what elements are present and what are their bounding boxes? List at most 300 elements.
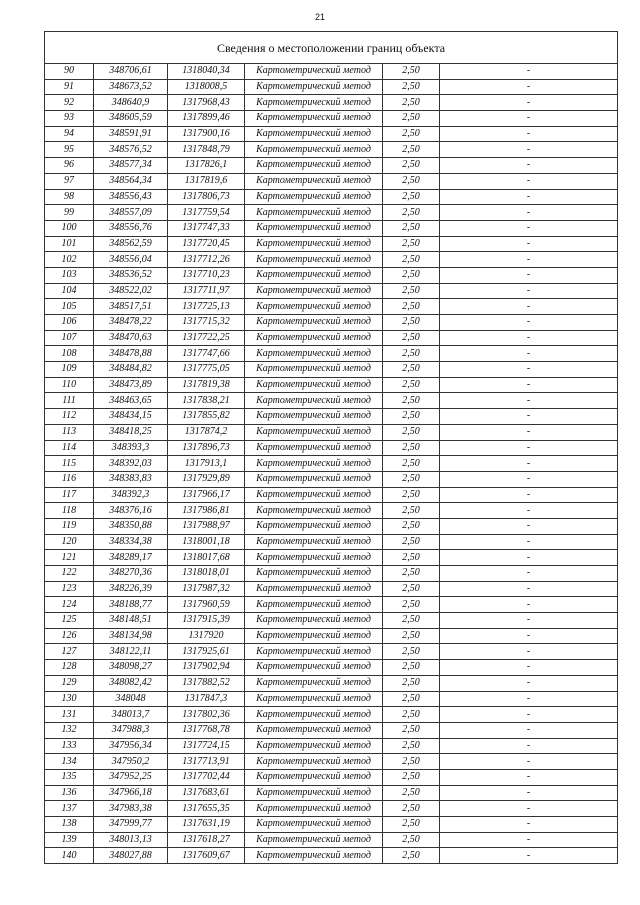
point-number-cell: 112 <box>45 409 94 425</box>
y-coordinate-cell: 1318018,01 <box>168 566 245 582</box>
table-body <box>45 64 618 864</box>
accuracy-cell: 2,50 <box>383 566 440 582</box>
table-row <box>45 205 618 221</box>
y-coordinate-cell: 1317847,3 <box>168 691 245 707</box>
method-cell: Картометрический метод <box>245 660 383 676</box>
table-row <box>45 111 618 127</box>
y-coordinate-cell: 1317712,26 <box>168 252 245 268</box>
accuracy-cell: 2,50 <box>383 597 440 613</box>
x-coordinate-cell: 347983,38 <box>94 801 168 817</box>
x-coordinate-cell: 348393,3 <box>94 440 168 456</box>
table-row <box>45 79 618 95</box>
table-row <box>45 628 618 644</box>
point-number-cell: 135 <box>45 769 94 785</box>
description-cell: - <box>440 267 618 283</box>
point-number-cell: 100 <box>45 220 94 236</box>
page-number: 21 <box>314 12 325 22</box>
y-coordinate-cell: 1317711,97 <box>168 283 245 299</box>
method-cell: Картометрический метод <box>245 691 383 707</box>
method-cell: Картометрический метод <box>245 330 383 346</box>
description-cell: - <box>440 95 618 111</box>
table-title: Сведения о местоположении границ объекта <box>45 32 618 64</box>
table-row <box>45 440 618 456</box>
method-cell: Картометрический метод <box>245 64 383 80</box>
point-number-cell: 134 <box>45 754 94 770</box>
y-coordinate-cell: 1317968,43 <box>168 95 245 111</box>
method-cell: Картометрический метод <box>245 205 383 221</box>
point-number-cell: 107 <box>45 330 94 346</box>
method-cell: Картометрический метод <box>245 283 383 299</box>
table-row <box>45 424 618 440</box>
x-coordinate-cell: 348392,3 <box>94 487 168 503</box>
description-cell: - <box>440 785 618 801</box>
y-coordinate-cell: 1317710,23 <box>168 267 245 283</box>
method-cell: Картометрический метод <box>245 393 383 409</box>
point-number-cell: 117 <box>45 487 94 503</box>
table-row <box>45 126 618 142</box>
x-coordinate-cell: 348484,82 <box>94 362 168 378</box>
accuracy-cell: 2,50 <box>383 769 440 785</box>
description-cell: - <box>440 801 618 817</box>
point-number-cell: 104 <box>45 283 94 299</box>
x-coordinate-cell: 348640,9 <box>94 95 168 111</box>
y-coordinate-cell: 1318001,18 <box>168 534 245 550</box>
description-cell: - <box>440 456 618 472</box>
accuracy-cell: 2,50 <box>383 832 440 848</box>
accuracy-cell: 2,50 <box>383 362 440 378</box>
accuracy-cell: 2,50 <box>383 158 440 174</box>
table-row <box>45 675 618 691</box>
y-coordinate-cell: 1317683,61 <box>168 785 245 801</box>
method-cell: Картометрический метод <box>245 769 383 785</box>
y-coordinate-cell: 1317988,97 <box>168 518 245 534</box>
x-coordinate-cell: 348522,02 <box>94 283 168 299</box>
accuracy-cell: 2,50 <box>383 754 440 770</box>
accuracy-cell: 2,50 <box>383 534 440 550</box>
y-coordinate-cell: 1317655,35 <box>168 801 245 817</box>
description-cell: - <box>440 283 618 299</box>
x-coordinate-cell: 348556,43 <box>94 189 168 205</box>
description-cell: - <box>440 817 618 833</box>
table-row <box>45 832 618 848</box>
description-cell: - <box>440 252 618 268</box>
description-cell: - <box>440 581 618 597</box>
table-row <box>45 722 618 738</box>
table-row <box>45 597 618 613</box>
y-coordinate-cell: 1317848,79 <box>168 142 245 158</box>
table-row <box>45 95 618 111</box>
description-cell: - <box>440 362 618 378</box>
method-cell: Картометрический метод <box>245 675 383 691</box>
method-cell: Картометрический метод <box>245 158 383 174</box>
method-cell: Картометрический метод <box>245 95 383 111</box>
accuracy-cell: 2,50 <box>383 267 440 283</box>
accuracy-cell: 2,50 <box>383 707 440 723</box>
y-coordinate-cell: 1317609,67 <box>168 848 245 864</box>
method-cell: Картометрический метод <box>245 848 383 864</box>
y-coordinate-cell: 1317724,15 <box>168 738 245 754</box>
table-row <box>45 346 618 362</box>
point-number-cell: 119 <box>45 518 94 534</box>
point-number-cell: 105 <box>45 299 94 315</box>
description-cell: - <box>440 377 618 393</box>
x-coordinate-cell: 348557,09 <box>94 205 168 221</box>
x-coordinate-cell: 348576,52 <box>94 142 168 158</box>
y-coordinate-cell: 1317747,33 <box>168 220 245 236</box>
description-cell: - <box>440 722 618 738</box>
accuracy-cell: 2,50 <box>383 675 440 691</box>
y-coordinate-cell: 1317702,44 <box>168 769 245 785</box>
x-coordinate-cell: 347956,34 <box>94 738 168 754</box>
method-cell: Картометрический метод <box>245 79 383 95</box>
point-number-cell: 115 <box>45 456 94 472</box>
y-coordinate-cell: 1317896,73 <box>168 440 245 456</box>
y-coordinate-cell: 1317775,05 <box>168 362 245 378</box>
method-cell: Картометрический метод <box>245 628 383 644</box>
x-coordinate-cell: 348605,59 <box>94 111 168 127</box>
accuracy-cell: 2,50 <box>383 142 440 158</box>
accuracy-cell: 2,50 <box>383 456 440 472</box>
table-row <box>45 409 618 425</box>
description-cell: - <box>440 832 618 848</box>
point-number-cell: 99 <box>45 205 94 221</box>
description-cell: - <box>440 550 618 566</box>
method-cell: Картометрический метод <box>245 832 383 848</box>
point-number-cell: 113 <box>45 424 94 440</box>
method-cell: Картометрический метод <box>245 722 383 738</box>
accuracy-cell: 2,50 <box>383 471 440 487</box>
x-coordinate-cell: 348122,11 <box>94 644 168 660</box>
accuracy-cell: 2,50 <box>383 738 440 754</box>
point-number-cell: 116 <box>45 471 94 487</box>
description-cell: - <box>440 189 618 205</box>
method-cell: Картометрический метод <box>245 377 383 393</box>
point-number-cell: 93 <box>45 111 94 127</box>
y-coordinate-cell: 1317826,1 <box>168 158 245 174</box>
table-row <box>45 613 618 629</box>
x-coordinate-cell: 348473,89 <box>94 377 168 393</box>
table-row <box>45 189 618 205</box>
method-cell: Картометрический метод <box>245 754 383 770</box>
table-row <box>45 691 618 707</box>
accuracy-cell: 2,50 <box>383 79 440 95</box>
description-cell: - <box>440 628 618 644</box>
x-coordinate-cell: 348270,36 <box>94 566 168 582</box>
method-cell: Картометрический метод <box>245 189 383 205</box>
x-coordinate-cell: 348434,15 <box>94 409 168 425</box>
description-cell: - <box>440 409 618 425</box>
accuracy-cell: 2,50 <box>383 393 440 409</box>
table-row <box>45 660 618 676</box>
x-coordinate-cell: 348289,17 <box>94 550 168 566</box>
y-coordinate-cell: 1317902,94 <box>168 660 245 676</box>
description-cell: - <box>440 440 618 456</box>
x-coordinate-cell: 347999,77 <box>94 817 168 833</box>
accuracy-cell: 2,50 <box>383 487 440 503</box>
method-cell: Картометрический метод <box>245 534 383 550</box>
y-coordinate-cell: 1317920 <box>168 628 245 644</box>
table-row <box>45 315 618 331</box>
description-cell: - <box>440 424 618 440</box>
method-cell: Картометрический метод <box>245 440 383 456</box>
description-cell: - <box>440 503 618 519</box>
table-row <box>45 817 618 833</box>
x-coordinate-cell: 348350,88 <box>94 518 168 534</box>
description-cell: - <box>440 220 618 236</box>
accuracy-cell: 2,50 <box>383 691 440 707</box>
y-coordinate-cell: 1317631,19 <box>168 817 245 833</box>
point-number-cell: 118 <box>45 503 94 519</box>
table-title-row <box>45 32 618 64</box>
accuracy-cell: 2,50 <box>383 785 440 801</box>
description-cell: - <box>440 848 618 864</box>
x-coordinate-cell: 348013,7 <box>94 707 168 723</box>
x-coordinate-cell: 348027,88 <box>94 848 168 864</box>
table-row <box>45 707 618 723</box>
y-coordinate-cell: 1317747,66 <box>168 346 245 362</box>
point-number-cell: 121 <box>45 550 94 566</box>
table-row <box>45 330 618 346</box>
x-coordinate-cell: 347952,25 <box>94 769 168 785</box>
accuracy-cell: 2,50 <box>383 628 440 644</box>
x-coordinate-cell: 348673,52 <box>94 79 168 95</box>
point-number-cell: 128 <box>45 660 94 676</box>
point-number-cell: 140 <box>45 848 94 864</box>
y-coordinate-cell: 1317987,32 <box>168 581 245 597</box>
x-coordinate-cell: 348148,51 <box>94 613 168 629</box>
x-coordinate-cell: 348082,42 <box>94 675 168 691</box>
table-row <box>45 644 618 660</box>
accuracy-cell: 2,50 <box>383 315 440 331</box>
description-cell: - <box>440 64 618 80</box>
point-number-cell: 97 <box>45 173 94 189</box>
table-row <box>45 393 618 409</box>
description-cell: - <box>440 738 618 754</box>
description-cell: - <box>440 330 618 346</box>
method-cell: Картометрический метод <box>245 785 383 801</box>
accuracy-cell: 2,50 <box>383 252 440 268</box>
y-coordinate-cell: 1317715,32 <box>168 315 245 331</box>
point-number-cell: 95 <box>45 142 94 158</box>
accuracy-cell: 2,50 <box>383 817 440 833</box>
table-row <box>45 801 618 817</box>
y-coordinate-cell: 1317913,1 <box>168 456 245 472</box>
y-coordinate-cell: 1317618,27 <box>168 832 245 848</box>
point-number-cell: 92 <box>45 95 94 111</box>
accuracy-cell: 2,50 <box>383 722 440 738</box>
point-number-cell: 102 <box>45 252 94 268</box>
point-number-cell: 123 <box>45 581 94 597</box>
description-cell: - <box>440 518 618 534</box>
y-coordinate-cell: 1317802,36 <box>168 707 245 723</box>
description-cell: - <box>440 236 618 252</box>
point-number-cell: 125 <box>45 613 94 629</box>
accuracy-cell: 2,50 <box>383 330 440 346</box>
method-cell: Картометрический метод <box>245 142 383 158</box>
point-number-cell: 126 <box>45 628 94 644</box>
accuracy-cell: 2,50 <box>383 644 440 660</box>
x-coordinate-cell: 348376,16 <box>94 503 168 519</box>
table-row <box>45 267 618 283</box>
x-coordinate-cell: 348562,59 <box>94 236 168 252</box>
point-number-cell: 132 <box>45 722 94 738</box>
point-number-cell: 136 <box>45 785 94 801</box>
point-number-cell: 94 <box>45 126 94 142</box>
table-row <box>45 252 618 268</box>
y-coordinate-cell: 1317819,38 <box>168 377 245 393</box>
y-coordinate-cell: 1317882,52 <box>168 675 245 691</box>
x-coordinate-cell: 348048 <box>94 691 168 707</box>
point-number-cell: 110 <box>45 377 94 393</box>
x-coordinate-cell: 348564,34 <box>94 173 168 189</box>
x-coordinate-cell: 348418,25 <box>94 424 168 440</box>
y-coordinate-cell: 1317720,45 <box>168 236 245 252</box>
method-cell: Картометрический метод <box>245 581 383 597</box>
y-coordinate-cell: 1317900,16 <box>168 126 245 142</box>
x-coordinate-cell: 348706,61 <box>94 64 168 80</box>
x-coordinate-cell: 348556,04 <box>94 252 168 268</box>
y-coordinate-cell: 1317806,73 <box>168 189 245 205</box>
accuracy-cell: 2,50 <box>383 220 440 236</box>
description-cell: - <box>440 487 618 503</box>
accuracy-cell: 2,50 <box>383 409 440 425</box>
x-coordinate-cell: 348392,03 <box>94 456 168 472</box>
method-cell: Картометрический метод <box>245 236 383 252</box>
table-row <box>45 142 618 158</box>
accuracy-cell: 2,50 <box>383 283 440 299</box>
table-row <box>45 566 618 582</box>
table-row <box>45 64 618 80</box>
table-row <box>45 236 618 252</box>
table-row <box>45 283 618 299</box>
x-coordinate-cell: 348591,91 <box>94 126 168 142</box>
y-coordinate-cell: 1317722,25 <box>168 330 245 346</box>
method-cell: Картометрический метод <box>245 424 383 440</box>
method-cell: Картометрический метод <box>245 503 383 519</box>
x-coordinate-cell: 348478,88 <box>94 346 168 362</box>
y-coordinate-cell: 1317966,17 <box>168 487 245 503</box>
description-cell: - <box>440 205 618 221</box>
description-cell: - <box>440 769 618 785</box>
x-coordinate-cell: 348517,51 <box>94 299 168 315</box>
point-number-cell: 127 <box>45 644 94 660</box>
method-cell: Картометрический метод <box>245 644 383 660</box>
method-cell: Картометрический метод <box>245 566 383 582</box>
method-cell: Картометрический метод <box>245 409 383 425</box>
point-number-cell: 139 <box>45 832 94 848</box>
point-number-cell: 114 <box>45 440 94 456</box>
x-coordinate-cell: 348188,77 <box>94 597 168 613</box>
point-number-cell: 130 <box>45 691 94 707</box>
accuracy-cell: 2,50 <box>383 518 440 534</box>
x-coordinate-cell: 347966,18 <box>94 785 168 801</box>
accuracy-cell: 2,50 <box>383 205 440 221</box>
y-coordinate-cell: 1317915,39 <box>168 613 245 629</box>
accuracy-cell: 2,50 <box>383 126 440 142</box>
description-cell: - <box>440 566 618 582</box>
description-cell: - <box>440 346 618 362</box>
point-number-cell: 103 <box>45 267 94 283</box>
y-coordinate-cell: 1317838,21 <box>168 393 245 409</box>
y-coordinate-cell: 1317899,46 <box>168 111 245 127</box>
table-row <box>45 754 618 770</box>
method-cell: Картометрический метод <box>245 707 383 723</box>
method-cell: Картометрический метод <box>245 126 383 142</box>
point-number-cell: 111 <box>45 393 94 409</box>
point-number-cell: 96 <box>45 158 94 174</box>
method-cell: Картометрический метод <box>245 817 383 833</box>
table-row <box>45 534 618 550</box>
y-coordinate-cell: 1317713,91 <box>168 754 245 770</box>
point-number-cell: 133 <box>45 738 94 754</box>
x-coordinate-cell: 348470,63 <box>94 330 168 346</box>
table-row <box>45 848 618 864</box>
table-row <box>45 471 618 487</box>
description-cell: - <box>440 111 618 127</box>
description-cell: - <box>440 644 618 660</box>
x-coordinate-cell: 348463,65 <box>94 393 168 409</box>
accuracy-cell: 2,50 <box>383 236 440 252</box>
boundary-table <box>44 31 618 864</box>
table-row <box>45 581 618 597</box>
x-coordinate-cell: 348098,27 <box>94 660 168 676</box>
y-coordinate-cell: 1317925,61 <box>168 644 245 660</box>
method-cell: Картометрический метод <box>245 613 383 629</box>
y-coordinate-cell: 1318008,5 <box>168 79 245 95</box>
accuracy-cell: 2,50 <box>383 660 440 676</box>
accuracy-cell: 2,50 <box>383 346 440 362</box>
method-cell: Картометрический метод <box>245 252 383 268</box>
x-coordinate-cell: 348134,98 <box>94 628 168 644</box>
method-cell: Картометрический метод <box>245 299 383 315</box>
description-cell: - <box>440 660 618 676</box>
x-coordinate-cell: 348383,83 <box>94 471 168 487</box>
method-cell: Картометрический метод <box>245 801 383 817</box>
description-cell: - <box>440 315 618 331</box>
point-number-cell: 131 <box>45 707 94 723</box>
accuracy-cell: 2,50 <box>383 64 440 80</box>
table-row <box>45 785 618 801</box>
point-number-cell: 90 <box>45 64 94 80</box>
method-cell: Картометрический метод <box>245 362 383 378</box>
x-coordinate-cell: 348478,22 <box>94 315 168 331</box>
method-cell: Картометрический метод <box>245 597 383 613</box>
description-cell: - <box>440 173 618 189</box>
point-number-cell: 120 <box>45 534 94 550</box>
point-number-cell: 138 <box>45 817 94 833</box>
accuracy-cell: 2,50 <box>383 613 440 629</box>
accuracy-cell: 2,50 <box>383 189 440 205</box>
x-coordinate-cell: 348334,38 <box>94 534 168 550</box>
accuracy-cell: 2,50 <box>383 173 440 189</box>
method-cell: Картометрический метод <box>245 550 383 566</box>
method-cell: Картометрический метод <box>245 518 383 534</box>
x-coordinate-cell: 348577,34 <box>94 158 168 174</box>
method-cell: Картометрический метод <box>245 111 383 127</box>
table-row <box>45 550 618 566</box>
table-row <box>45 158 618 174</box>
point-number-cell: 109 <box>45 362 94 378</box>
y-coordinate-cell: 1317855,82 <box>168 409 245 425</box>
point-number-cell: 122 <box>45 566 94 582</box>
point-number-cell: 124 <box>45 597 94 613</box>
point-number-cell: 108 <box>45 346 94 362</box>
accuracy-cell: 2,50 <box>383 424 440 440</box>
accuracy-cell: 2,50 <box>383 95 440 111</box>
y-coordinate-cell: 1317819,6 <box>168 173 245 189</box>
description-cell: - <box>440 79 618 95</box>
accuracy-cell: 2,50 <box>383 503 440 519</box>
